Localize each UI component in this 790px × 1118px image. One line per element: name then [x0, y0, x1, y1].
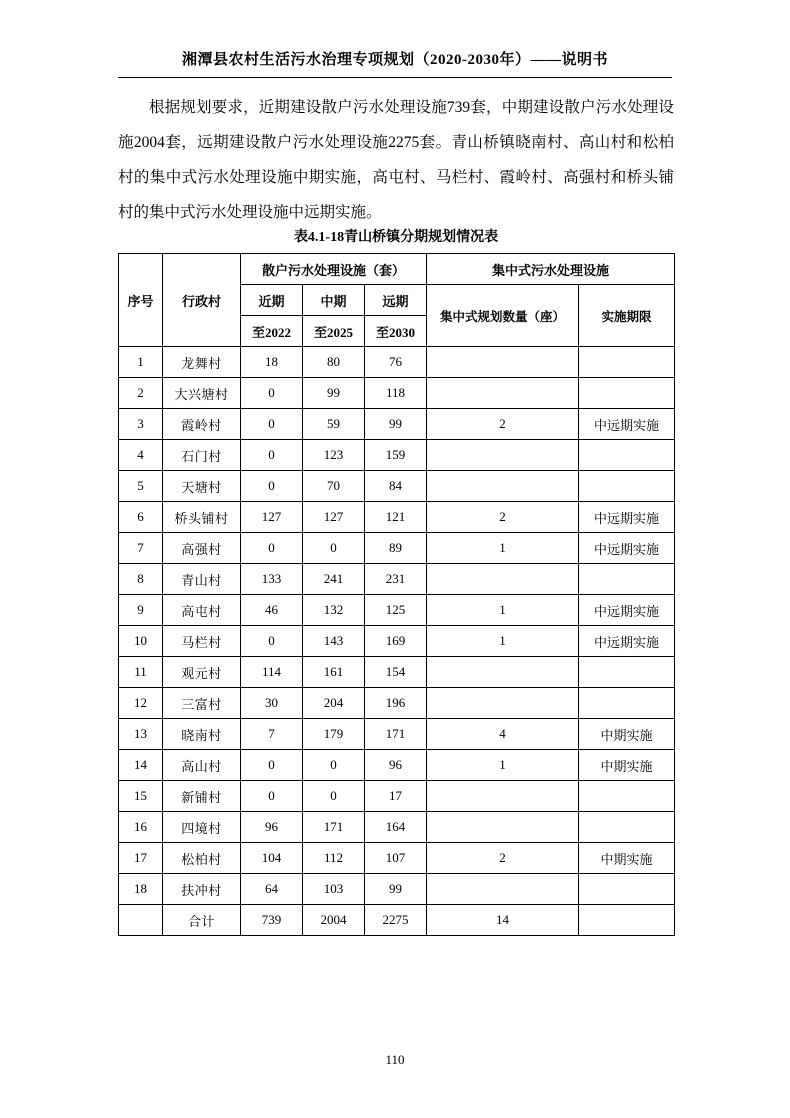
cell-near: 7: [241, 719, 303, 750]
cell-village: 马栏村: [163, 626, 241, 657]
cell-mid: 59: [303, 409, 365, 440]
cell-far: 118: [365, 378, 427, 409]
table-row: [119, 595, 675, 626]
cell-no: 4: [119, 440, 163, 471]
cell-centralized-count: [427, 564, 579, 595]
cell-term: [579, 471, 675, 502]
cell-no: 7: [119, 533, 163, 564]
cell-near: 0: [241, 750, 303, 781]
th-near: 近期: [241, 285, 303, 316]
cell-village: 合计: [163, 905, 241, 936]
cell-far: 17: [365, 781, 427, 812]
table-row: [119, 843, 675, 874]
table-row: [119, 657, 675, 688]
cell-no: 14: [119, 750, 163, 781]
cell-near: 64: [241, 874, 303, 905]
cell-term: 中远期实施: [579, 502, 675, 533]
cell-village: 扶冲村: [163, 874, 241, 905]
table-header-row-1: [119, 254, 675, 285]
table-caption: 表4.1-18青山桥镇分期规划情况表: [293, 230, 499, 245]
cell-village: 四境村: [163, 812, 241, 843]
body-paragraph: 根据规划要求，近期建设散户污水处理设施739套，中期建设散户污水处理设施2004套，远期建设散户污水处理设施2275套。青山桥镇晓南村、高山村和松柏村的集中式污水处理设施中期实施，高屯村、马栏村、霞岭村、高强村和桥头铺村的集中式污水处理设施中远期实施。: [118, 99, 674, 221]
cell-far: 169: [365, 626, 427, 657]
cell-centralized-count: 1: [427, 750, 579, 781]
cell-near: 0: [241, 471, 303, 502]
cell-mid: 112: [303, 843, 365, 874]
cell-centralized-count: [427, 440, 579, 471]
cell-far: 159: [365, 440, 427, 471]
table-row: [119, 564, 675, 595]
cell-mid: 99: [303, 378, 365, 409]
cell-near: 30: [241, 688, 303, 719]
cell-centralized-count: [427, 657, 579, 688]
cell-no: 6: [119, 502, 163, 533]
cell-mid: 143: [303, 626, 365, 657]
th-scattered-group: 散户污水处理设施（套）: [241, 254, 427, 285]
cell-near: 0: [241, 378, 303, 409]
table-row: [119, 626, 675, 657]
cell-mid: 70: [303, 471, 365, 502]
cell-mid: 161: [303, 657, 365, 688]
table-body: [119, 347, 675, 936]
planning-table: [118, 253, 675, 936]
cell-village: 三富村: [163, 688, 241, 719]
th-far: 远期: [365, 285, 427, 316]
cell-term: [579, 440, 675, 471]
table-row: [119, 905, 675, 936]
cell-village: 晓南村: [163, 719, 241, 750]
cell-centralized-count: [427, 471, 579, 502]
cell-village: 霞岭村: [163, 409, 241, 440]
cell-term: 中远期实施: [579, 626, 675, 657]
cell-near: 133: [241, 564, 303, 595]
cell-mid: 179: [303, 719, 365, 750]
page-number: 110: [385, 1052, 405, 1067]
cell-mid: 0: [303, 750, 365, 781]
cell-near: 739: [241, 905, 303, 936]
cell-term: 中远期实施: [579, 409, 675, 440]
table-row: [119, 347, 675, 378]
cell-centralized-count: 2: [427, 409, 579, 440]
th-mid-year: 至2025: [303, 316, 365, 347]
cell-no: 3: [119, 409, 163, 440]
cell-village: 青山村: [163, 564, 241, 595]
cell-no: 1: [119, 347, 163, 378]
cell-term: 中期实施: [579, 750, 675, 781]
th-centralized-count: 集中式规划数量（座）: [427, 285, 579, 347]
cell-no: 16: [119, 812, 163, 843]
cell-far: 154: [365, 657, 427, 688]
th-far-year: 至2030: [365, 316, 427, 347]
cell-far: 89: [365, 533, 427, 564]
cell-term: [579, 781, 675, 812]
cell-centralized-count: [427, 347, 579, 378]
cell-term: 中期实施: [579, 843, 675, 874]
cell-far: 76: [365, 347, 427, 378]
table-row: [119, 688, 675, 719]
cell-no: [119, 905, 163, 936]
cell-near: 0: [241, 409, 303, 440]
cell-village: 新铺村: [163, 781, 241, 812]
cell-near: 46: [241, 595, 303, 626]
cell-village: 石门村: [163, 440, 241, 471]
cell-village: 观元村: [163, 657, 241, 688]
cell-mid: 204: [303, 688, 365, 719]
table-row: [119, 533, 675, 564]
cell-centralized-count: 14: [427, 905, 579, 936]
cell-village: 桥头铺村: [163, 502, 241, 533]
header-divider: [118, 77, 672, 78]
table-row: [119, 781, 675, 812]
cell-centralized-count: 1: [427, 533, 579, 564]
cell-no: 2: [119, 378, 163, 409]
cell-term: [579, 688, 675, 719]
cell-term: [579, 812, 675, 843]
table-row: [119, 719, 675, 750]
cell-mid: 0: [303, 533, 365, 564]
cell-village: 龙舞村: [163, 347, 241, 378]
cell-no: 5: [119, 471, 163, 502]
cell-no: 15: [119, 781, 163, 812]
cell-far: 121: [365, 502, 427, 533]
cell-term: [579, 657, 675, 688]
th-village: 行政村: [163, 254, 241, 347]
table-head: [119, 254, 675, 347]
cell-no: 11: [119, 657, 163, 688]
cell-centralized-count: 1: [427, 595, 579, 626]
cell-village: 松柏村: [163, 843, 241, 874]
cell-far: 99: [365, 874, 427, 905]
cell-term: 中远期实施: [579, 595, 675, 626]
cell-village: 天塘村: [163, 471, 241, 502]
cell-far: 84: [365, 471, 427, 502]
cell-term: [579, 905, 675, 936]
cell-far: 96: [365, 750, 427, 781]
cell-near: 104: [241, 843, 303, 874]
cell-mid: 123: [303, 440, 365, 471]
cell-village: 高强村: [163, 533, 241, 564]
cell-term: [579, 378, 675, 409]
th-term: 实施期限: [579, 285, 675, 347]
cell-no: 18: [119, 874, 163, 905]
table-row: [119, 812, 675, 843]
cell-village: 高山村: [163, 750, 241, 781]
cell-centralized-count: [427, 812, 579, 843]
cell-term: [579, 347, 675, 378]
cell-near: 18: [241, 347, 303, 378]
cell-centralized-count: [427, 688, 579, 719]
cell-far: 171: [365, 719, 427, 750]
th-near-year: 至2022: [241, 316, 303, 347]
cell-no: 17: [119, 843, 163, 874]
cell-no: 10: [119, 626, 163, 657]
cell-village: 高屯村: [163, 595, 241, 626]
th-no: 序号: [119, 254, 163, 347]
cell-no: 9: [119, 595, 163, 626]
table-row: [119, 502, 675, 533]
cell-term: [579, 874, 675, 905]
cell-centralized-count: [427, 781, 579, 812]
table-row: [119, 378, 675, 409]
cell-term: 中远期实施: [579, 533, 675, 564]
cell-near: 127: [241, 502, 303, 533]
cell-no: 12: [119, 688, 163, 719]
cell-mid: 241: [303, 564, 365, 595]
cell-centralized-count: 2: [427, 843, 579, 874]
table-row: [119, 409, 675, 440]
cell-term: 中期实施: [579, 719, 675, 750]
table-row: [119, 440, 675, 471]
cell-mid: 2004: [303, 905, 365, 936]
cell-mid: 103: [303, 874, 365, 905]
cell-near: 0: [241, 626, 303, 657]
cell-far: 99: [365, 409, 427, 440]
th-mid: 中期: [303, 285, 365, 316]
cell-near: 0: [241, 781, 303, 812]
cell-village: 大兴塘村: [163, 378, 241, 409]
cell-no: 8: [119, 564, 163, 595]
cell-term: [579, 564, 675, 595]
cell-mid: 132: [303, 595, 365, 626]
cell-near: 0: [241, 533, 303, 564]
cell-centralized-count: 1: [427, 626, 579, 657]
cell-centralized-count: 4: [427, 719, 579, 750]
cell-no: 13: [119, 719, 163, 750]
cell-far: 196: [365, 688, 427, 719]
table-row: [119, 471, 675, 502]
cell-mid: 127: [303, 502, 365, 533]
cell-mid: 0: [303, 781, 365, 812]
cell-mid: 80: [303, 347, 365, 378]
table-row: [119, 750, 675, 781]
cell-far: 2275: [365, 905, 427, 936]
cell-near: 0: [241, 440, 303, 471]
cell-far: 107: [365, 843, 427, 874]
cell-near: 96: [241, 812, 303, 843]
th-centralized-group: 集中式污水处理设施: [427, 254, 675, 285]
cell-far: 125: [365, 595, 427, 626]
table-row: [119, 874, 675, 905]
cell-far: 164: [365, 812, 427, 843]
cell-centralized-count: 2: [427, 502, 579, 533]
cell-centralized-count: [427, 378, 579, 409]
page-header: 湘潭县农村生活污水治理专项规划（2020-2030年）——说明书: [182, 52, 608, 68]
cell-far: 231: [365, 564, 427, 595]
cell-mid: 171: [303, 812, 365, 843]
cell-near: 114: [241, 657, 303, 688]
cell-centralized-count: [427, 874, 579, 905]
